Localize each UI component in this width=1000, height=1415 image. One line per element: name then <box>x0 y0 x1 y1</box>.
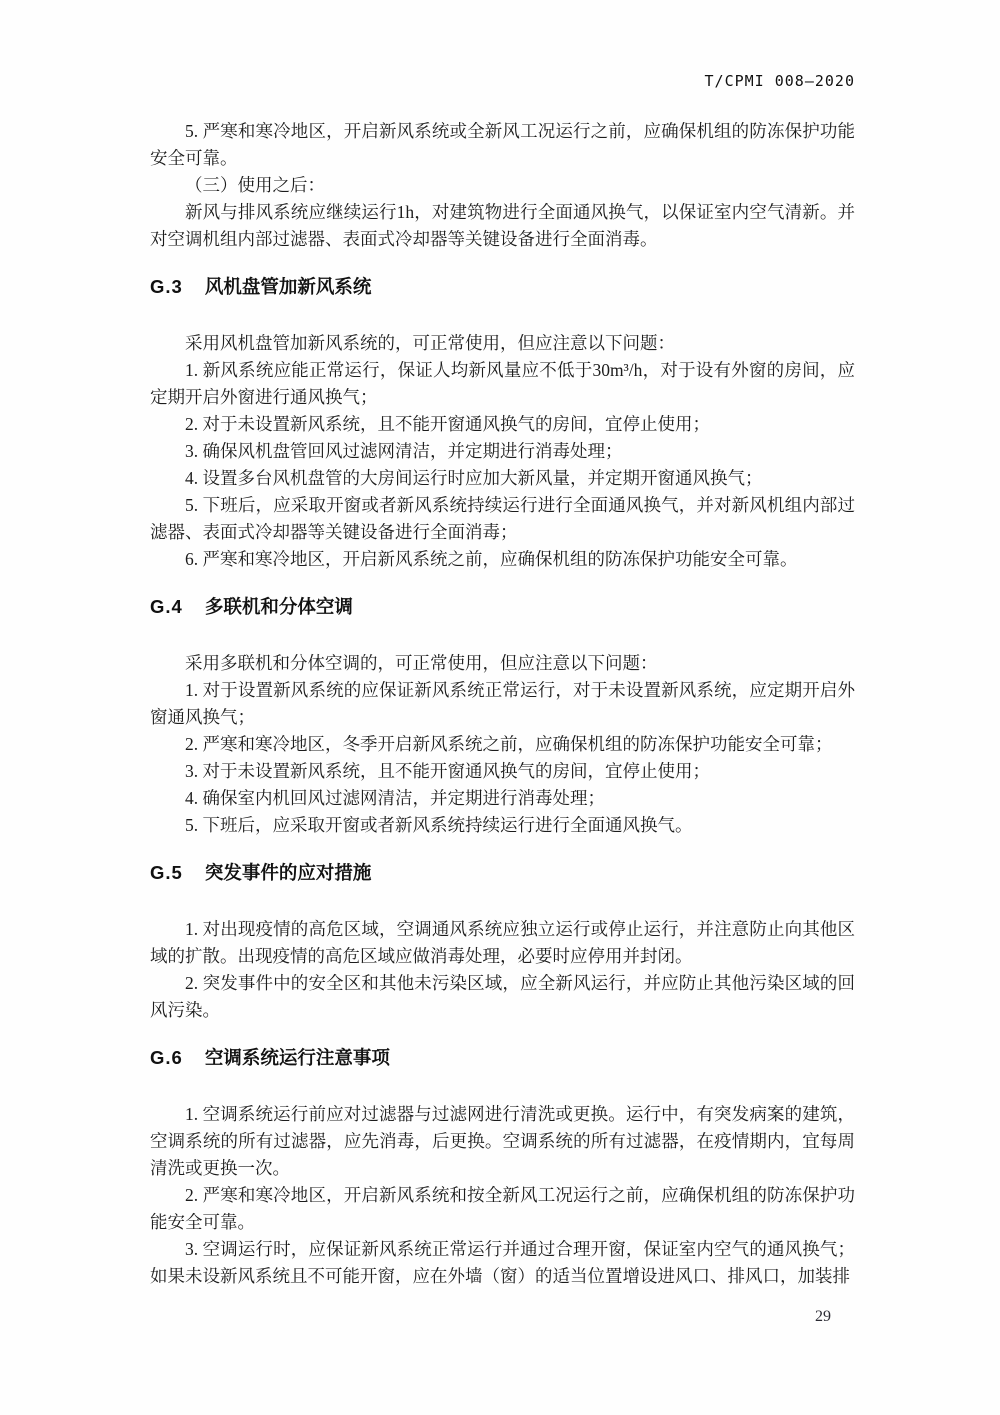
body-paragraph: 1. 空调系统运行前应对过滤器与过滤网进行清洗或更换。运行中，有突发病案的建筑，空调系统的所有过滤器，应先消毒，后更换。空调系统的所有过滤器，在疫情期内，宜每周清洗或更换一次。 <box>150 1104 855 1178</box>
body-paragraph: 2. 突发事件中的安全区和其他未污染区域，应全新风运行，并应防止其他污染区域的回风污染。 <box>150 973 855 1020</box>
body-paragraph: 4. 设置多台风机盘管的大房间运行时应加大新风量，并定期开窗通风换气； <box>185 468 763 488</box>
body-paragraph: 1. 对于设置新风系统的应保证新风系统正常运行，对于未设置新风系统，应定期开启外窗通风换气； <box>150 680 855 727</box>
body-paragraph: 2. 严寒和寒冷地区，冬季开启新风系统之前，应确保机组的防冻保护功能安全可靠； <box>185 734 833 754</box>
body-paragraph: （三）使用之后： <box>185 175 325 195</box>
section-title: 突发事件的应对措施 <box>204 862 372 883</box>
page-content <box>150 118 855 1290</box>
page-number: 29 <box>815 1308 831 1325</box>
body-paragraph: 4. 确保室内机回风过滤网清洁，并定期进行消毒处理； <box>185 788 605 808</box>
section-heading-g4 <box>150 593 855 620</box>
body-paragraph: 3. 确保风机盘管回风过滤网清洁，并定期进行消毒处理； <box>185 441 623 461</box>
section-number: G.6 <box>150 1047 183 1068</box>
body-paragraph: 5. 下班后，应采取开窗或者新风系统持续运行进行全面通风换气。 <box>185 815 693 835</box>
body-paragraph: 5. 严寒和寒冷地区，开启新风系统或全新风工况运行之前，应确保机组的防冻保护功能安全可靠。 <box>150 121 855 168</box>
body-paragraph: 采用风机盘管加新风系统的，可正常使用，但应注意以下问题： <box>185 333 675 353</box>
section-title: 多联机和分体空调 <box>204 596 353 617</box>
section-heading-g5 <box>150 859 855 886</box>
section-number: G.4 <box>150 596 183 617</box>
body-paragraph: 1. 对出现疫情的高危区域，空调通风系统应独立运行或停止运行，并注意防止向其他区域的扩散。出现疫情的高危区域应做消毒处理，必要时应停用并封闭。 <box>150 919 855 966</box>
body-paragraph: 3. 空调运行时，应保证新风系统正常运行并通过合理开窗，保证室内空气的通风换气；如果未设新风系统且不可能开窗，应在外墙（窗）的适当位置增设进风口、排风口，加装排 <box>150 1239 855 1286</box>
section-title: 空调系统运行注意事项 <box>204 1047 390 1068</box>
body-paragraph: 新风与排风系统应继续运行1h，对建筑物进行全面通风换气，以保证室内空气清新。并对空调机组内部过滤器、表面式冷却器等关键设备进行全面消毒。 <box>150 202 855 249</box>
section-heading-g3 <box>150 273 855 300</box>
body-paragraph: 5. 下班后，应采取开窗或者新风系统持续运行进行全面通风换气，并对新风机组内部过滤器、表面式冷却器等关键设备进行全面消毒； <box>150 495 855 542</box>
body-paragraph: 2. 严寒和寒冷地区，开启新风系统和按全新风工况运行之前，应确保机组的防冻保护功能安全可靠。 <box>150 1185 855 1232</box>
section-heading-g6 <box>150 1044 855 1071</box>
section-title: 风机盘管加新风系统 <box>204 276 372 297</box>
body-paragraph: 1. 新风系统应能正常运行，保证人均新风量应不低于30m³/h，对于设有外窗的房间，应定期开启外窗进行通风换气； <box>150 360 855 407</box>
body-paragraph: 3. 对于未设置新风系统，且不能开窗通风换气的房间，宜停止使用； <box>185 761 710 781</box>
standard-code-header: T/CPMI 008—2020 <box>704 72 855 90</box>
section-number: G.3 <box>150 276 183 297</box>
section-number: G.5 <box>150 862 183 883</box>
body-paragraph: 6. 严寒和寒冷地区，开启新风系统之前，应确保机组的防冻保护功能安全可靠。 <box>185 549 798 569</box>
body-paragraph: 采用多联机和分体空调的，可正常使用，但应注意以下问题： <box>185 653 658 673</box>
body-paragraph: 2. 对于未设置新风系统，且不能开窗通风换气的房间，宜停止使用； <box>185 414 710 434</box>
